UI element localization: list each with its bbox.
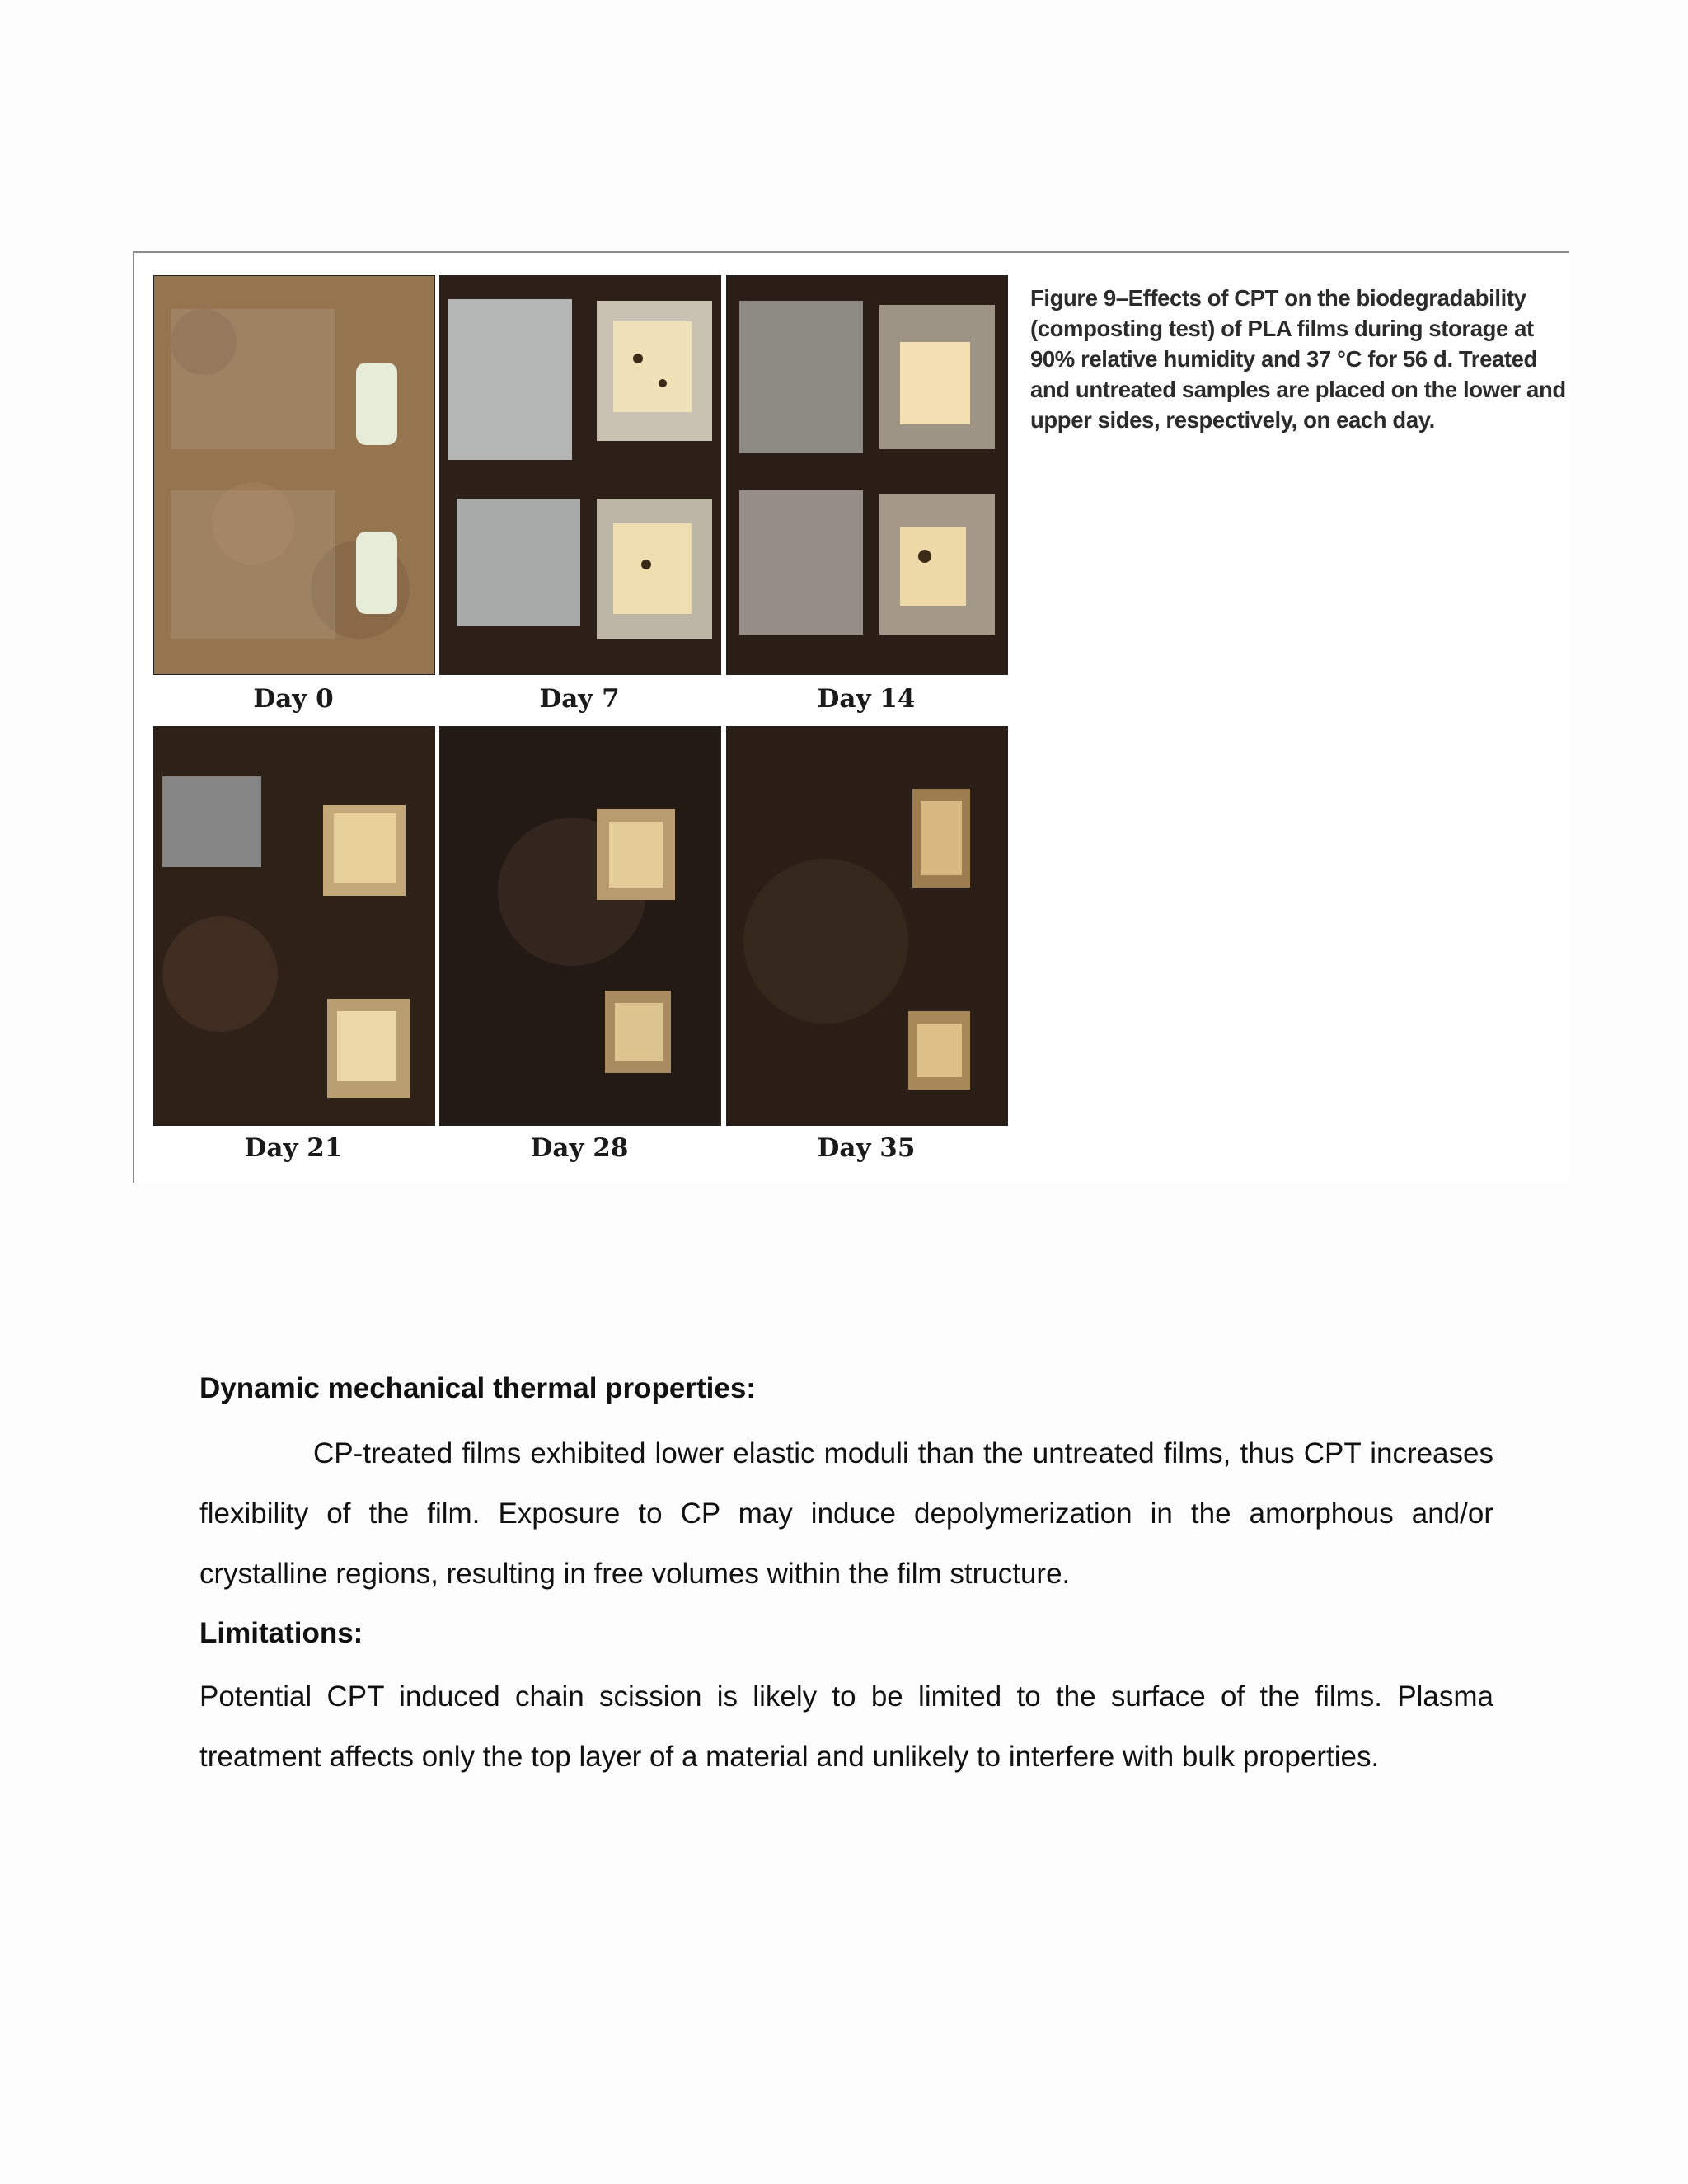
paragraph: CP-treated films exhibited lower elastic moduli than the untreated films, thus CPT increases flexibility of the film. Exposure to CP may induce depolymerization in the amorphous and/or crystalline regions, resulting in free volumes within the film structure. (199, 1437, 1493, 1590)
section-heading: Dynamic mechanical thermal properties: (199, 1372, 756, 1404)
day-label: Day 14 (817, 684, 916, 714)
day-label: Day 35 (817, 1133, 916, 1163)
photo-day-21 (153, 726, 435, 1126)
day-label: Day 21 (244, 1133, 343, 1163)
photo-day-28 (439, 726, 721, 1126)
photo-day-0 (153, 275, 435, 675)
day-label: Day 28 (530, 1133, 629, 1163)
section-heading: Limitations: (199, 1617, 363, 1649)
day-label: Day 0 (253, 684, 334, 714)
photo-day-35 (726, 726, 1008, 1126)
day-label: Day 7 (539, 684, 620, 714)
figure-caption: Figure 9–Effects of CPT on the biodegradability (composting test) of PLA films during storage at 90% relative humidity and 37 °C for 56 d. Treated and untreated samples are placed on the lower and upper sides, respectively, on each day. (1030, 285, 1566, 433)
photo-day-7 (439, 275, 721, 675)
paragraph: Potential CPT induced chain scission is likely to be limited to the surface of the films. Plasma treatment affects only the top layer of a material and unlikely to interfere with bulk properties. (199, 1680, 1493, 1773)
photo-day-14 (726, 275, 1008, 675)
